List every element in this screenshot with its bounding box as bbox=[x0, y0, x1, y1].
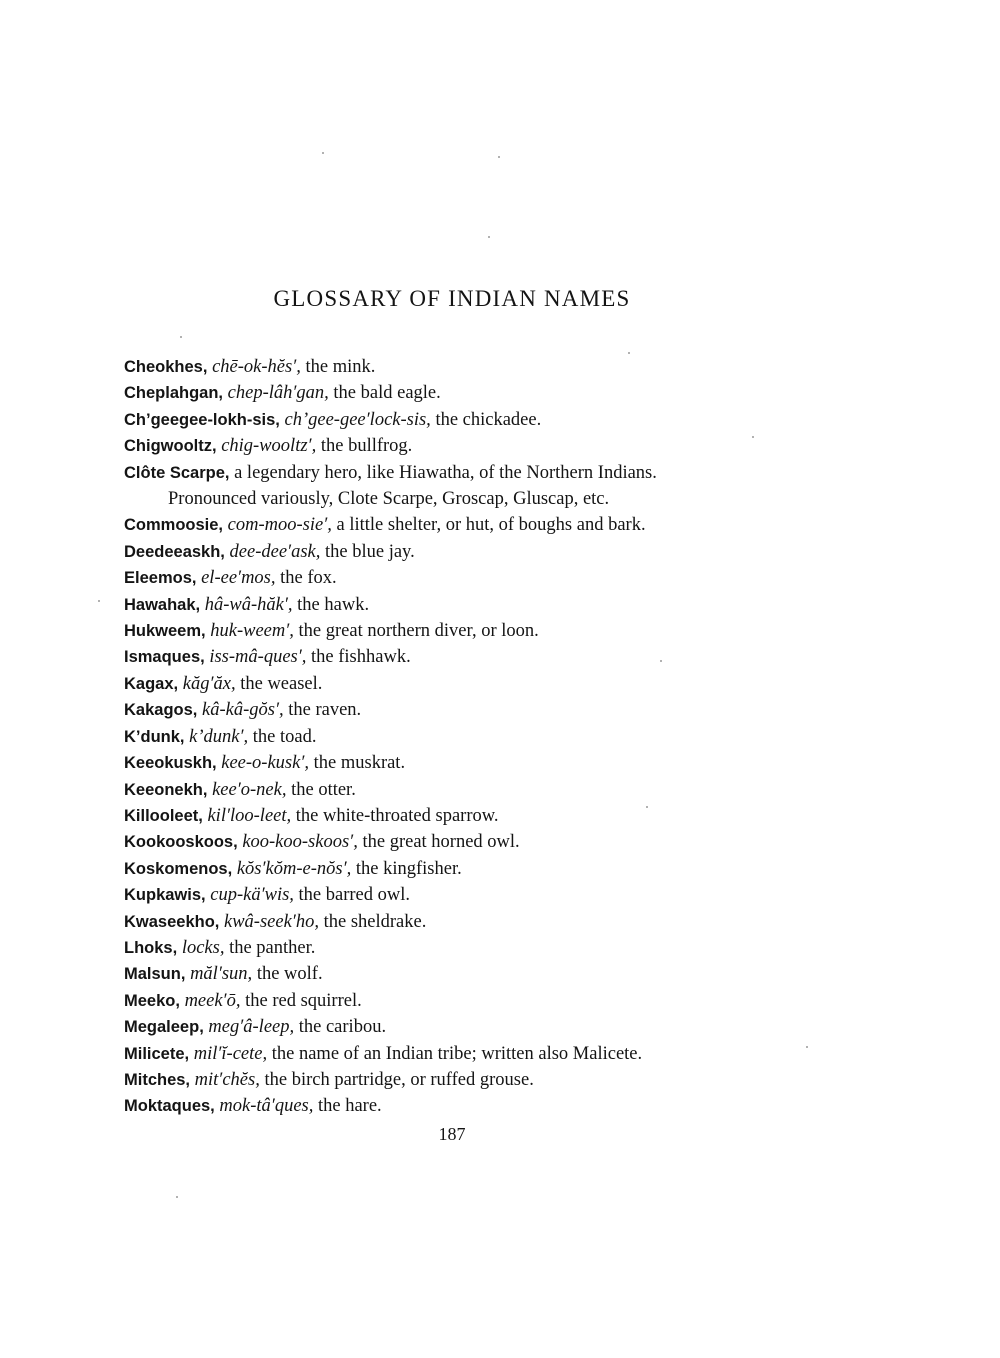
glossary-entry bbox=[124, 697, 814, 723]
entry-term: Koskomenos, bbox=[124, 859, 233, 878]
entry-term: Eleemos, bbox=[124, 569, 197, 588]
entry-pronunciation: mil′ĭ-cete, bbox=[193, 1043, 268, 1064]
entry-term: Kakagos, bbox=[124, 701, 198, 720]
glossary-list bbox=[124, 354, 814, 1120]
glossary-entry bbox=[124, 1093, 814, 1119]
entry-pronunciation: iss-mâ-ques′, bbox=[209, 647, 307, 668]
scan-speck bbox=[806, 1046, 808, 1048]
glossary-entry bbox=[124, 961, 814, 987]
glossary-entry bbox=[124, 539, 814, 565]
entry-pronunciation: meek′ō, bbox=[184, 990, 241, 1011]
scan-speck bbox=[322, 152, 324, 154]
entry-pronunciation: dee-dee′ask, bbox=[229, 541, 321, 562]
entry-term: Milicete, bbox=[124, 1044, 190, 1063]
glossary-entry bbox=[124, 882, 814, 908]
entry-pronunciation: chē-ok-hĕs′, bbox=[212, 357, 301, 377]
entry-pronunciation: kăg′ăx, bbox=[182, 673, 236, 694]
scan-speck bbox=[98, 600, 100, 602]
entry-definition: the chickadee. bbox=[435, 409, 542, 430]
entry-definition: the muskrat. bbox=[313, 753, 406, 774]
entry-definition: the great northern diver, or loon. bbox=[298, 621, 539, 642]
entry-definition: the bald eagle. bbox=[333, 383, 441, 404]
glossary-entry bbox=[124, 829, 814, 855]
scan-speck bbox=[646, 806, 648, 808]
entry-pronunciation: hâ-wâ-hăk′, bbox=[204, 594, 293, 615]
entry-pronunciation: huk-weem′, bbox=[210, 621, 294, 642]
glossary-entry bbox=[124, 565, 814, 591]
entry-pronunciation: ch’gee-gee′lock-sis, bbox=[284, 409, 431, 430]
entry-definition: the wolf. bbox=[256, 964, 323, 985]
glossary-entry bbox=[124, 909, 814, 935]
scan-speck bbox=[752, 436, 754, 438]
entry-pronunciation: com-moo-sie′, bbox=[227, 515, 332, 536]
entry-definition: the weasel. bbox=[240, 673, 323, 694]
entry-definition: the sheldrake. bbox=[323, 911, 427, 932]
entry-definition: the panther. bbox=[229, 937, 316, 958]
entry-term: Clôte Scarpe, bbox=[124, 463, 230, 482]
entry-definition: the fox. bbox=[280, 568, 337, 589]
entry-term: Lhoks, bbox=[124, 938, 178, 957]
entry-pronunciation: kee-o-kusk′, bbox=[221, 753, 309, 774]
entry-definition: the barred owl. bbox=[298, 885, 411, 906]
entry-definition: the raven. bbox=[288, 700, 362, 721]
glossary-entry bbox=[124, 803, 814, 829]
entry-pronunciation: kee′o-nek, bbox=[212, 779, 287, 800]
entry-definition: the hawk. bbox=[297, 594, 370, 615]
entry-pronunciation: mit′chĕs, bbox=[194, 1069, 260, 1090]
entry-pronunciation: kŏs′kŏm-e-nŏs′, bbox=[236, 858, 352, 879]
entry-definition: the mink. bbox=[305, 357, 376, 377]
entry-definition: the white-throated sparrow. bbox=[295, 805, 499, 826]
glossary-entry bbox=[124, 618, 814, 644]
entry-definition: the toad. bbox=[252, 726, 317, 747]
entry-pronunciation: kil′loo-leet, bbox=[207, 805, 292, 826]
entry-term: Commoosie, bbox=[124, 516, 224, 535]
scan-speck bbox=[180, 336, 182, 338]
entry-pronunciation: el-ee′mos, bbox=[201, 568, 276, 589]
entry-term: Keeonekh, bbox=[124, 780, 208, 799]
entry-definition: the birch partridge, or ruffed grouse. bbox=[264, 1069, 534, 1090]
scan-speck bbox=[176, 1196, 178, 1198]
entry-term: Deedeeaskh, bbox=[124, 542, 225, 561]
glossary-entry bbox=[124, 724, 814, 750]
glossary-entry bbox=[124, 1067, 814, 1093]
entry-definition: the caribou. bbox=[298, 1017, 387, 1038]
entry-term: Ch’geegee-lokh-sis, bbox=[124, 410, 280, 429]
entry-pronunciation: locks, bbox=[181, 937, 225, 958]
glossary-entry bbox=[124, 750, 814, 776]
entry-pronunciation: koo-koo-skoos′, bbox=[242, 832, 358, 853]
entry-pronunciation: kâ-kâ-gŏs′, bbox=[202, 700, 284, 721]
entry-definition: the kingfisher. bbox=[355, 858, 462, 879]
entry-term: Ismaques, bbox=[124, 648, 205, 667]
entry-pronunciation: meg′â-leep, bbox=[208, 1017, 295, 1038]
scan-speck bbox=[498, 156, 500, 158]
entry-term: Meeko, bbox=[124, 991, 180, 1010]
entry-pronunciation: mok-tâ′ques, bbox=[219, 1096, 314, 1117]
entry-term: Kwaseekho, bbox=[124, 912, 220, 931]
entry-pronunciation: chig-wooltz′, bbox=[221, 436, 317, 457]
entry-pronunciation: k’dunk′, bbox=[189, 726, 249, 747]
entry-term: K’dunk, bbox=[124, 727, 185, 746]
page-title: GLOSSARY OF INDIAN NAMES bbox=[273, 286, 631, 311]
glossary-entry bbox=[124, 512, 814, 538]
glossary-entry bbox=[124, 988, 814, 1014]
entry-definition: the otter. bbox=[291, 779, 356, 800]
glossary-entry bbox=[124, 1014, 814, 1040]
entry-pronunciation: cup-kä′wis, bbox=[210, 885, 294, 906]
entry-term: Keeokuskh, bbox=[124, 754, 217, 773]
entry-term: Kupkawis, bbox=[124, 886, 206, 905]
entry-term: Chigwooltz, bbox=[124, 437, 217, 456]
glossary-entry bbox=[124, 380, 814, 406]
entry-definition: the blue jay. bbox=[325, 541, 415, 562]
entry-term: Kagax, bbox=[124, 674, 179, 693]
glossary-entry bbox=[124, 354, 814, 380]
glossary-entry bbox=[124, 671, 814, 697]
entry-definition: the bullfrog. bbox=[320, 436, 413, 457]
entry-definition: the hare. bbox=[318, 1096, 382, 1117]
entry-term: Moktaques, bbox=[124, 1097, 215, 1116]
glossary-entry bbox=[124, 433, 814, 459]
glossary-entry bbox=[124, 460, 814, 486]
entry-definition: the name of an Indian tribe; written also Malicete. bbox=[271, 1043, 643, 1064]
entry-definition: the great horned owl. bbox=[362, 832, 520, 853]
entry-term: Hawahak, bbox=[124, 595, 201, 614]
page-number: 187 bbox=[438, 1124, 466, 1144]
entry-term: Killooleet, bbox=[124, 806, 203, 825]
scan-speck bbox=[660, 660, 662, 662]
glossary-entry bbox=[124, 777, 814, 803]
entry-definition: a legendary hero, like Hiawatha, of the Northern Indians. bbox=[234, 462, 657, 483]
glossary-entry bbox=[124, 1041, 814, 1067]
glossary-entry bbox=[124, 856, 814, 882]
entry-term: Kookooskoos, bbox=[124, 833, 238, 852]
entry-definition: the fishhawk. bbox=[311, 647, 411, 668]
entry-term: Mitches, bbox=[124, 1070, 191, 1089]
entry-pronunciation: kwâ-seek′ho, bbox=[224, 911, 319, 932]
entry-term: Cheplahgan, bbox=[124, 384, 224, 403]
glossary-entry bbox=[124, 644, 814, 670]
scan-speck bbox=[488, 236, 490, 238]
entry-definition: a little shelter, or hut, of boughs and bark. bbox=[336, 515, 646, 536]
entry-definition: the red squirrel. bbox=[245, 990, 362, 1011]
entry-definition: Pronounced variously, Clote Scarpe, Groscap, Gluscap, etc. bbox=[168, 489, 610, 510]
glossary-entry bbox=[124, 592, 814, 618]
entry-term: Cheokhes, bbox=[124, 358, 208, 376]
entry-term: Malsun, bbox=[124, 965, 186, 984]
glossary-entry bbox=[124, 935, 814, 961]
entry-pronunciation: măl′sun, bbox=[190, 964, 253, 985]
glossary-entry-continuation bbox=[124, 486, 814, 512]
scan-speck bbox=[628, 352, 630, 354]
entry-term: Hukweem, bbox=[124, 622, 206, 641]
entry-term: Megaleep, bbox=[124, 1018, 204, 1037]
glossary-entry bbox=[124, 407, 814, 433]
entry-pronunciation: chep-lâh′gan, bbox=[227, 383, 329, 404]
